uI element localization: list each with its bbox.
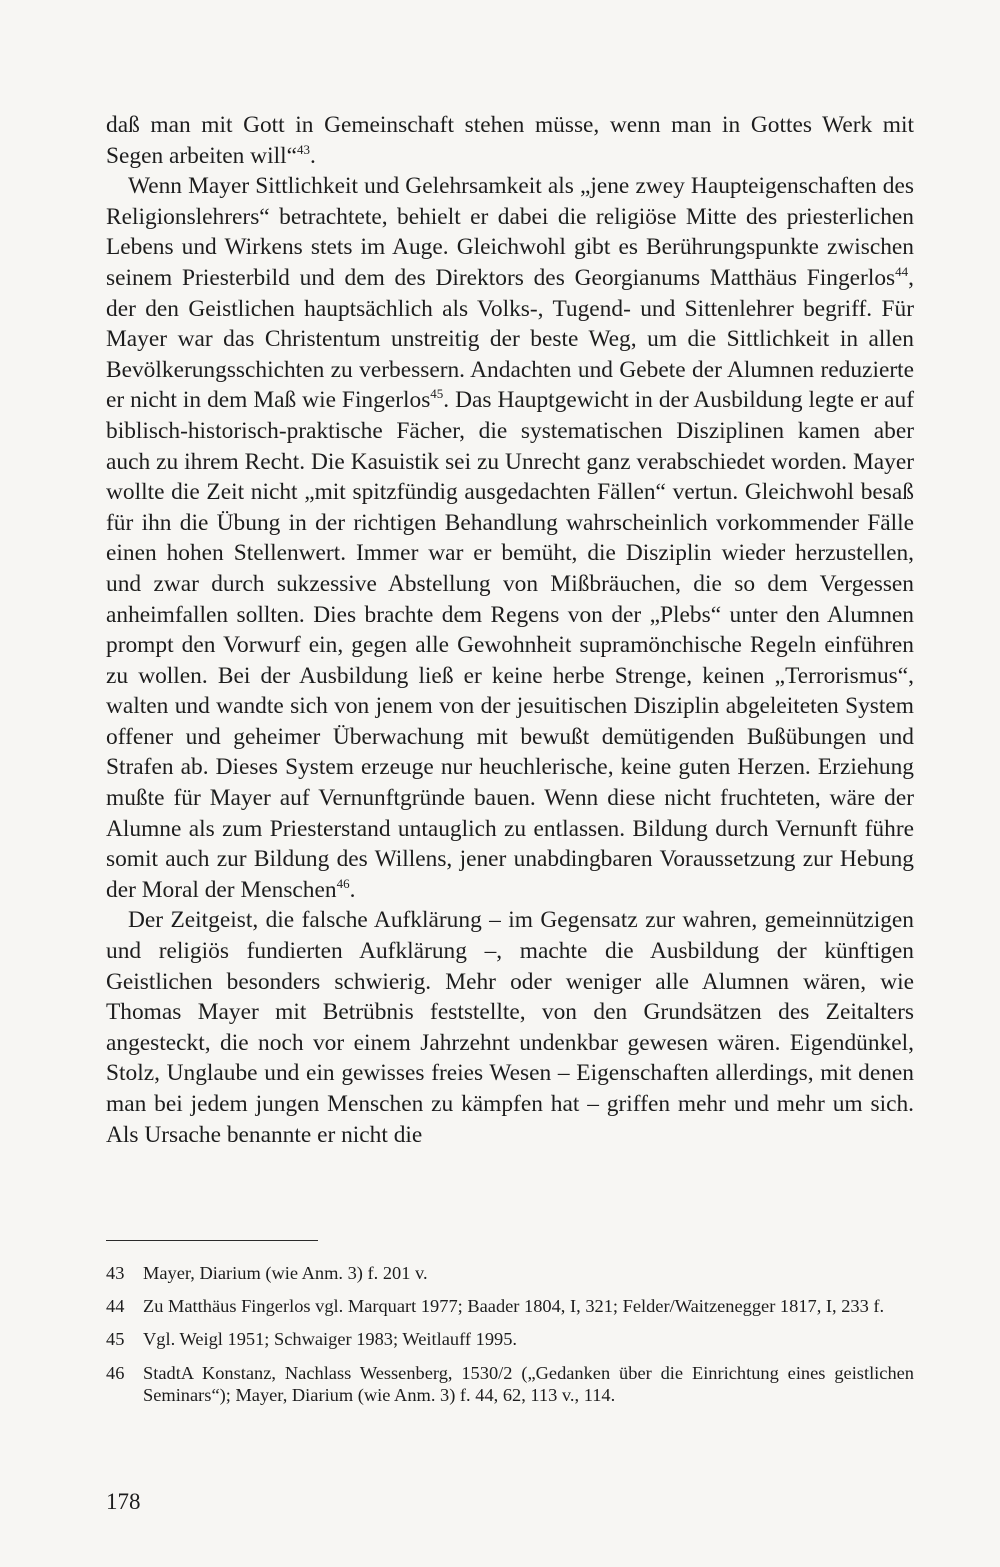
- paragraph-2-text-a: Wenn Mayer Sittlichkeit und Gelehrsamkeit als „jene zwey Haupteigenschaften des Religionslehrers“ betrachtete, behielt er dabei die religiöse Mitte des priesterlichen Lebens und Wirkens stets im Auge. Gleichwohl gibt es Berührungspunkte zwischen seinem Priesterbild und dem des Direktors des Georgianums Matthäus Fingerlos: [106, 173, 914, 291]
- footnote-45: [106, 1328, 914, 1351]
- paragraph-2: [106, 171, 914, 905]
- footnote-number: 43: [106, 1263, 125, 1283]
- paragraph-3-text: Der Zeitgeist, die falsche Aufklärung – im Gegensatz zur wahren, gemeinnützigen und religiös fundierten Aufklärung –, machte die Ausbildung der künftigen Geistlichen besonders schwierig. Mehr oder weniger alle Alumnen wären, wie Thomas Mayer mit Betrübnis feststellte, von den Grundsätzen des Zeitalters angesteckt, die noch vor einem Jahrzehnt undenkbar gewesen wären. Eigendünkel, Stolz, Unglaube und ein gewisses freies Wesen – Eigenschaften allerdings, mit denen man bei jedem jungen Menschen zu kämpfen hat – griffen mehr und mehr um sich. Als Ursache benannte er nicht die: [106, 907, 914, 1148]
- footnote-ref-43[interactable]: 43: [296, 141, 310, 157]
- paragraph-1-text: daß man mit Gott in Gemeinschaft stehen müsse, wenn man in Gottes Werk mit Segen arbeiten will“: [106, 112, 914, 169]
- footnote-46: [106, 1362, 914, 1407]
- footnote-ref-44[interactable]: 44: [895, 263, 909, 279]
- paragraph-1-end: .: [309, 142, 316, 169]
- paragraph-1: [106, 110, 914, 171]
- footnote-text: Vgl. Weigl 1951; Schwaiger 1983; Weitlauff 1995.: [143, 1329, 517, 1350]
- footnote-text: Zu Matthäus Fingerlos vgl. Marquart 1977; Baader 1804, I, 321; Felder/Waitzenegger 1817, I, 233 f.: [143, 1296, 885, 1317]
- body-text: [106, 110, 914, 1150]
- paragraph-2-end: .: [349, 876, 356, 903]
- paragraph-2-text-c: . Das Hauptgewicht in der Ausbildung legte er auf biblisch-historisch-praktische Fächer, die systematischen Disziplinen kamen aber auch zu ihrem Recht. Die Kasuistik sei zu Unrecht ganz verabschiedet worden. Mayer wollte die Zeit nicht „mit spitzfündig ausgedachten Fällen“ vertun. Gleichwohl besaß für ihn die Übung in der richtigen Behandlung wahrscheinlich vorkommender Fälle einen hohen Stellenwert. Immer war er bemüht, die Disziplin wieder herzustellen, und zwar durch sukzessive Abstellung von Mißbräuchen, die so dem Vergessen anheimfallen sollten. Dies brachte dem Regens von der „Plebs“ unter den Alumnen prompt den Vorwurf ein, gegen alle Gewohnheit supramönchische Regeln einführen zu wollen. Bei der Ausbildung ließ er keine herbe Strenge, keinen „Terrorismus“, walten und wandte sich von jenem von der jesuitischen Disziplin abgeleiteten System offener und geheimer Überwachung mit bewußt demütigenden Bußübungen und Strafen ab. Dieses System erzeuge nur heuchlerische, keine guten Herzen. Erziehung mußte für Mayer auf Vernunftgründe bauen. Wenn diese nicht fruchteten, wäre der Alumne als zum Priesterstand untauglich zu entlassen. Bildung durch Vernunft führe somit auch zur Bildung des Willens, jener unabdingbaren Voraussetzung zur Hebung der Moral der Menschen: [106, 387, 914, 903]
- footnote-ref-45[interactable]: 45: [430, 386, 444, 402]
- footnote-43: [106, 1262, 914, 1285]
- footnote-number: 44: [106, 1296, 125, 1317]
- footnote-44: [106, 1295, 914, 1318]
- footnote-ref-46[interactable]: 46: [336, 875, 350, 891]
- footnote-text: Mayer, Diarium (wie Anm. 3) f. 201 v.: [143, 1263, 428, 1283]
- paragraph-2-text-b: , der den Geistlichen hauptsächlich als Volks-, Tugend- und Sittenlehrer begriff. Für Mayer war das Christentum unstreitig der beste Weg, um die Sittlichkeit in allen Bevölkerungsschichten zu verbessern. Andachten und Gebete der Alumnen reduzierte er nicht in dem Maß wie Fingerlos: [106, 264, 914, 414]
- paragraph-3: [106, 905, 914, 1150]
- footnote-separator: [106, 1240, 318, 1241]
- page-number: 178: [106, 1489, 141, 1514]
- footnote-text: StadtA Konstanz, Nachlass Wessenberg, 1530/2 („Gedanken über die Einrichtung eines geistlichen Seminars“); Mayer, Diarium (wie Anm. 3) f. 44, 62, 113 v., 114.: [143, 1362, 914, 1406]
- footnote-number: 45: [106, 1329, 125, 1350]
- footnote-number: 46: [106, 1362, 125, 1383]
- footnotes: [106, 1262, 914, 1417]
